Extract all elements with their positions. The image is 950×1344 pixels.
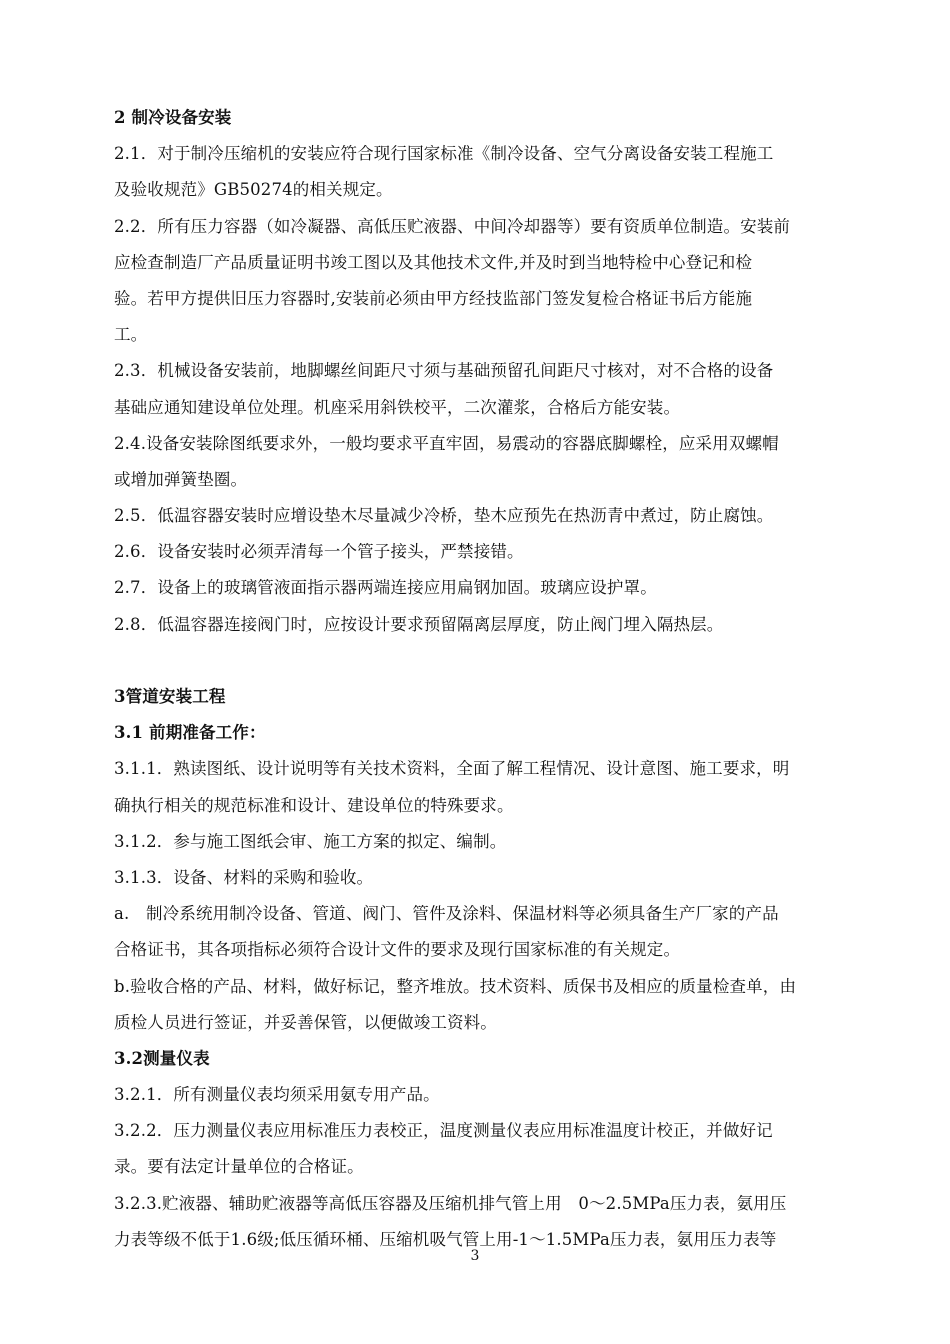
paragraph-line: 录。要有法定计量单位的合格证。 — [114, 1157, 364, 1177]
paragraph-line: 或增加弹簧垫圈。 — [114, 469, 248, 489]
section-heading: 3管道安装工程 — [114, 687, 226, 706]
paragraph-line: 2.3．机械设备安装前，地脚螺丝间距尺寸须与基础预留孔间距尺寸核对，对不合格的设备 — [114, 361, 774, 381]
paragraph-line: 基础应通知建设单位处理。机座采用斜铁校平，二次灌浆，合格后方能安装。 — [114, 397, 681, 417]
paragraph-line: b.验收合格的产品、材料，做好标记，整齐堆放。技术资料、质保书及相应的质量检查单，由 — [114, 976, 797, 996]
paragraph-line: 2.4.设备安装除图纸要求外，一般均要求平直牢固，易震动的容器底脚螺栓，应采用双螺帽 — [114, 433, 779, 453]
paragraph-line: 验。若甲方提供旧压力容器时,安装前必须由甲方经技监部门签发复检合格证书后方能施 — [114, 288, 753, 308]
paragraph-line: 2.2．所有压力容器（如冷凝器、高低压贮液器、中间冷却器等）要有资质单位制造。安装前 — [114, 216, 791, 236]
paragraph-line: 2.7．设备上的玻璃管液面指示器两端连接应用扁钢加固。玻璃应设护罩。 — [114, 578, 657, 598]
paragraph-line: 力表等级不低于1.6级;低压循环桶、压缩机吸气管上用-1～1.5MPa压力表，氨用压力表等 — [114, 1229, 777, 1249]
section-spacer — [114, 643, 862, 679]
paragraph-line: 3.2.2．压力测量仪表应用标准压力表校正，温度测量仪表应用标准温度计校正，并做好记 — [114, 1121, 773, 1141]
paragraph-line: 3.1.1．熟读图纸、设计说明等有关技术资料，全面了解工程情况、设计意图、施工要求，明 — [114, 759, 790, 779]
paragraph-line: 质检人员进行签证，并妥善保管，以便做竣工资料。 — [114, 1012, 497, 1032]
paragraph-line: 2.5．低温容器安装时应增设垫木尽量减少冷桥，垫木应预先在热沥青中煮过，防止腐蚀。 — [114, 506, 774, 526]
page-number: 3 — [470, 1248, 480, 1264]
paragraph-line: a. 制冷系统用制冷设备、管道、阀门、管件及涂料、保温材料等必须具备生产厂家的产品 — [114, 904, 779, 924]
paragraph-line: 合格证书，其各项指标必须符合设计文件的要求及现行国家标准的有关规定。 — [114, 940, 681, 960]
paragraph-line: 3.2.1．所有测量仪表均须采用氨专用产品。 — [114, 1085, 440, 1105]
paragraph-line: 2.1．对于制冷压缩机的安装应符合现行国家标准《制冷设备、空气分离设备安装工程施工 — [114, 144, 774, 164]
paragraph-line: 及验收规范》GB50274的相关规定。 — [114, 180, 393, 200]
document-body — [114, 100, 862, 1258]
subsection-heading: 3.1 前期准备工作： — [114, 723, 266, 743]
subsection-heading: 3.2测量仪表 — [114, 1048, 210, 1068]
paragraph-line: 2.6．设备安装时必须弄清每一个管子接头，严禁接错。 — [114, 542, 524, 562]
section-refrigeration-equipment — [114, 100, 862, 643]
section-heading: 2 制冷设备安装 — [114, 108, 232, 127]
paragraph-line: 3.1.2．参与施工图纸会审、施工方案的拟定、编制。 — [114, 831, 507, 851]
paragraph-line: 工。 — [114, 325, 148, 345]
paragraph-line: 确执行相关的规范标准和设计、建设单位的特殊要求。 — [114, 795, 514, 815]
paragraph-line: 应检查制造厂产品质量证明书竣工图以及其他技术文件,并及时到当地特检中心登记和检 — [114, 252, 753, 272]
paragraph-line: 3.2.3.贮液器、辅助贮液器等高低压容器及压缩机排气管上用 0～2.5MPa压力表，氨用压 — [114, 1193, 787, 1213]
section-piping-installation — [114, 679, 862, 1258]
paragraph-line: 3.1.3．设备、材料的采购和验收。 — [114, 867, 374, 887]
paragraph-line: 2.8．低温容器连接阀门时，应按设计要求预留隔离层厚度，防止阀门埋入隔热层。 — [114, 614, 724, 634]
